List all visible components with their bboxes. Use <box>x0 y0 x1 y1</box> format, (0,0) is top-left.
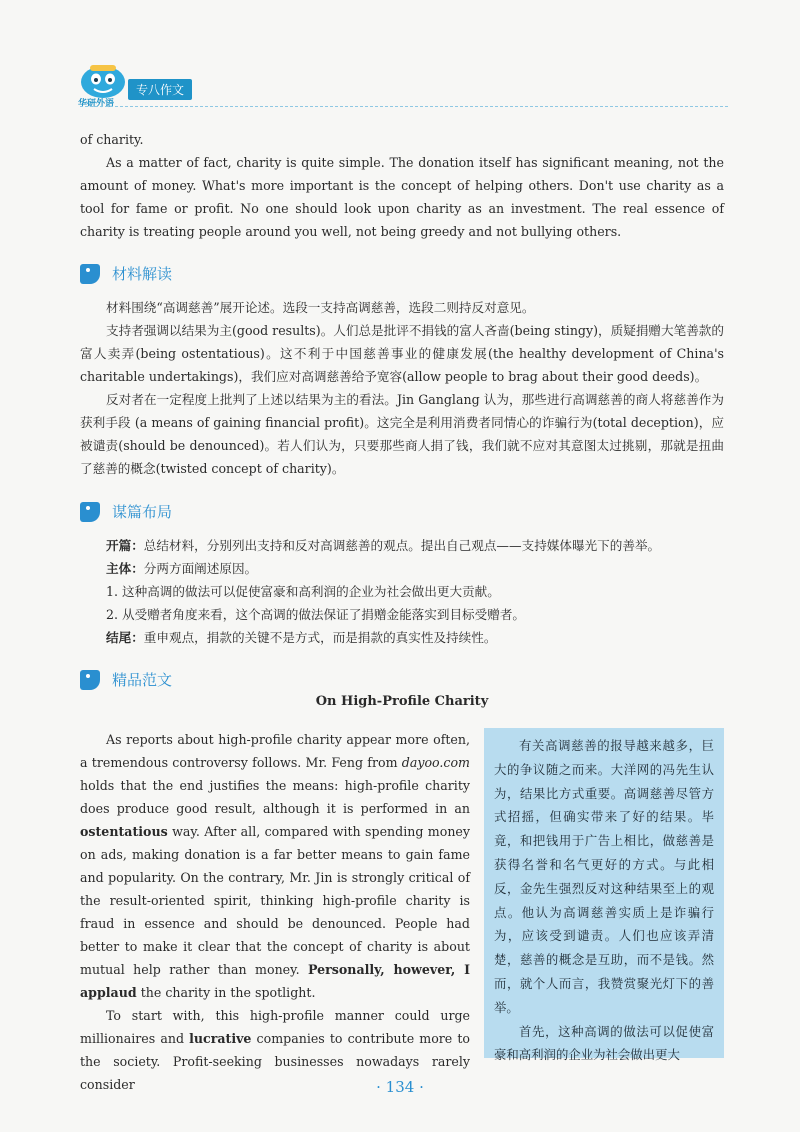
ending-text: 重申观点，捐款的关键不是方式，而是捐款的真实性及持续性。 <box>143 630 497 645</box>
essay-p1 <box>80 728 470 1004</box>
section-marker-icon <box>80 264 100 284</box>
material-p2: 支持者强调以结果为主(good results)。人们总是批评不捐钱的富人吝啬(being stingy)，质疑捐赠大笔善款的富人卖弄(being ostentatious)。这不利于中国慈善事业的健康发展(the healthy development of China's charitable undertakings)，我们应对高调慈善给予宽容(allow people to brag about their good deeds)。 <box>80 323 724 384</box>
translation-p2: 首先，这种高调的做法可以促使富豪和高利润的企业为社会做出更大 <box>494 1023 714 1063</box>
essay-text: the charity in the spotlight. <box>136 985 316 1000</box>
section-title: 谋篇布局 <box>112 503 173 521</box>
category-tag: 专八作文 <box>128 79 192 100</box>
ending-label: 结尾： <box>106 630 144 645</box>
body-label: 主体： <box>106 561 144 576</box>
translation-box <box>484 728 724 1063</box>
layout-block <box>80 534 724 649</box>
opening-label: 开篇： <box>106 538 144 553</box>
layout-point-2: 2. 从受赠者角度来看，这个高调的做法保证了捐赠金能落实到目标受赠者。 <box>106 607 526 622</box>
layout-point-1: 1. 这种高调的做法可以促使富豪和高利润的企业为社会做出更大贡献。 <box>106 584 500 599</box>
essay-text: holds that the end justifies the means: high-profile charity does produce good result, although it is performed in an <box>80 778 470 816</box>
essay-keyword: Personally, however, I applaud <box>80 962 470 1000</box>
page-number: · 134 · <box>376 1078 424 1096</box>
essay-source: dayoo.com <box>401 755 470 770</box>
body-text: 分两方面阐述原因。 <box>143 561 258 576</box>
section-title: 材料解读 <box>112 265 173 283</box>
essay-body <box>80 728 470 1096</box>
material-block <box>80 296 724 480</box>
intro-p1: of charity. <box>80 132 144 147</box>
essay-text: way. After all, compared with spending money on ads, making donation is a far better means to gain fame and popularity. On the contrary, Mr. Jin is strongly critical of the result-oriented spirit, thinking high-profile charity is fraud in essence and should be denounced. People had better to make it clear that the concept of charity is about mutual help rather than money. <box>80 824 470 977</box>
essay-title: On High-Profile Charity <box>315 694 489 709</box>
essay-keyword: ostentatious <box>80 824 168 839</box>
layout-ending <box>80 626 724 649</box>
intro-p2: As a matter of fact, charity is quite simple. The donation itself has significant meaning, not the amount of money. What's more important is the concept of helping others. Don't use charity as a tool for fame or profit. No one should look upon charity as an investment. The real essence of charity is treating people around you well, not being greedy and not bullying others. <box>80 155 724 239</box>
material-p1: 材料围绕“高调慈善”展开论述。选段一支持高调慈善，选段二则持反对意见。 <box>106 300 535 315</box>
essay-text: To start with, this high-profile manner could urge millionaires and <box>80 1008 470 1046</box>
layout-body <box>80 557 724 580</box>
essay-keyword: lucrative <box>189 1031 252 1046</box>
layout-opening <box>80 534 724 557</box>
translation-p1: 有关高调慈善的报导越来越多，巨大的争议随之而来。大洋网的冯先生认为，结果比方式重要。高调慈善尽管方式招摇，但确实带来了好的结果。毕竟，和把钱用于广告上相比，做慈善是获得名誉和名气更好的方式。与此相反，金先生强烈反对这种结果至上的观点。他认为高调慈善实质上是诈骗行为，应该受到谴责。人们也应该弄清楚，慈善的概念是互助，而不是钱。然而，就个人而言，我赞赏聚光灯下的善举。 <box>494 738 714 1015</box>
section-marker-icon <box>80 502 100 522</box>
brand-name: 华研外语 <box>78 99 115 109</box>
section-title: 精品范文 <box>112 671 173 689</box>
section-marker-icon <box>80 670 100 690</box>
essay-text: As reports about high-profile charity appear more often, a tremendous controversy follows. Mr. Feng from <box>80 732 470 770</box>
material-p3: 反对者在一定程度上批判了上述以结果为主的看法。Jin Ganglang 认为，那些进行高调慈善的商人将慈善作为获利手段 (a means of gaining financial profit)。这完全是利用消费者同情心的诈骗行为(total deception)，应被谴责(should be denounced)。若人们认为，只要那些商人捐了钱，我们就不应对其意图太过挑剔，那就是扭曲了慈善的概念(twisted concept of charity)。 <box>80 392 724 476</box>
intro-block <box>80 128 724 243</box>
opening-text: 总结材料，分别列出支持和反对高调慈善的观点。提出自己观点——支持媒体曝光下的善举。 <box>143 538 661 553</box>
header-divider <box>80 106 728 107</box>
essay-text: companies to contribute more to the society. Profit-seeking businesses nowadays rarely consider <box>80 1031 470 1092</box>
